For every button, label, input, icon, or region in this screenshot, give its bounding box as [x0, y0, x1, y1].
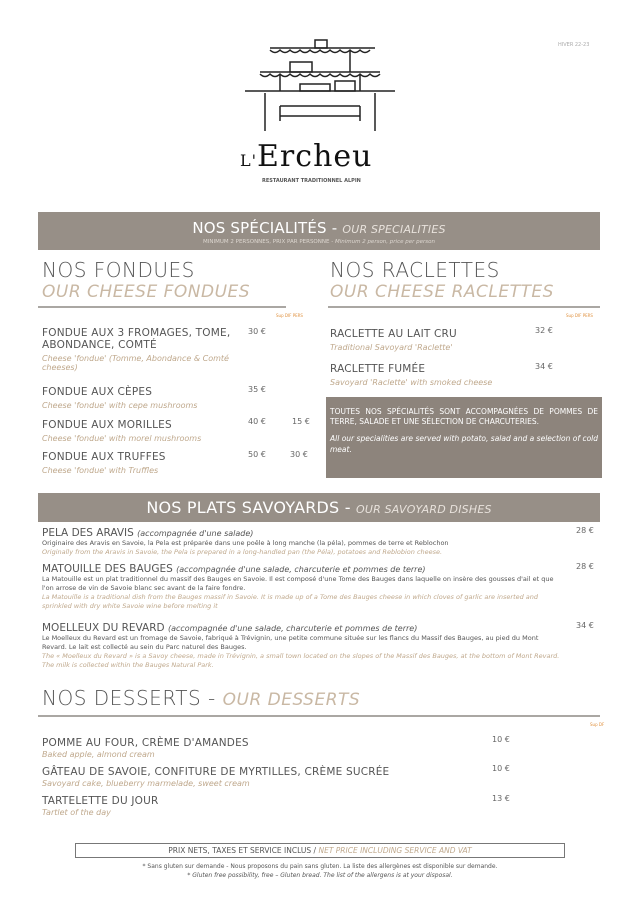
- buffet-illustration-icon: [240, 36, 400, 131]
- menu-item: FONDUE AUX 3 FROMAGES, TOME, ABONDANCE, COMTÉ Cheese 'fondue' (Tomme, Abondance & Comté cheeses): [42, 327, 231, 372]
- plats-title: NOS PLATS SAVOYARDS: [146, 498, 340, 517]
- price: 28 €: [576, 562, 594, 571]
- menu-item: PELA DES ARAVIS (accompagnée d'une salade) Originaire des Aravis en Savoie, la Pela est préparée dans une poêle à long manche (la péla), pommes de terre et Reblochon Originally from the Aravis in Savoie, the Pela is prepared in a long-handled pan (the Péla), potatoes and Reblobion cheese.: [42, 527, 449, 556]
- price: 32 €: [535, 326, 553, 335]
- specialities-subtitle: MINIMUM 2 PERSONNES, PRIX PAR PERSONNE: [203, 239, 330, 245]
- price: 30 €: [248, 327, 266, 336]
- menu-item: MATOUILLE DES BAUGES (accompagnée d'une salade, charcuterie et pommes de terre) La Matouille est un plat traditionnel du massif des Bauges en Savoie. Il est composé d'une Tome des Bauges dans laquelle on insère des gousses d'ail et que l'on arrose de vin de Savoie blanc sec avant de la faire fondre. La Matouille is a traditional dish from the Bauges massif in Savoie. It is made up of a Tome des Bauges cheese in which cloves of garlic are inserted and sprinkled with dry white Savoie wine before melting it: [42, 563, 554, 610]
- fondues-title-en: OUR CHEESE FONDUES: [42, 282, 251, 302]
- menu-item: GÂTEAU DE SAVOIE, CONFITURE DE MYRTILLES, CRÈME SUCRÉE Savoyard cake, blueberry marmelade, sweet cream: [42, 766, 390, 788]
- menu-item: POMME AU FOUR, CRÈME D'AMANDES Baked apple, almond cream: [42, 737, 249, 759]
- logo-name: L'Ercheu: [240, 139, 373, 174]
- price-notice-box: PRIX NETS, TAXES ET SERVICE INCLUS / NET PRICE INCLUDING SERVICE AND VAT: [75, 843, 565, 858]
- menu-item: TARTELETTE DU JOUR Tartlet of the day: [42, 795, 159, 817]
- price: 10 €: [492, 764, 510, 773]
- supplement-price: 30 €: [290, 450, 308, 459]
- desserts-heading: NOS DESSERTS - OUR DESSERTS: [42, 686, 361, 710]
- price: 28 €: [576, 526, 594, 535]
- raclettes-note: Sup DIF PERS: [566, 313, 593, 318]
- supplement-price: 15 €: [292, 417, 310, 426]
- desserts-note: Sup DF: [590, 722, 605, 727]
- menu-item: MOELLEUX DU REVARD (accompagnée d'une salade, charcuterie et pommes de terre) Le Moelleux du Revard est un fromage de Savoie, fabriqué à Trévignin, une petite commune située sur les flancs du Massif des Bauges, au pied du Mont Revard. Le lait est collecté au sein du Parc naturel des Bauges. The « Moelleux du Revard » is a Savoy cheese, made in Trévignin, a small town located on the slopes of the Massif des Bauges, at the bottom of Mont Revard. The milk is collected within the Bauges Natural Park.: [42, 622, 560, 669]
- plats-title-en: OUR SAVOYARD DISHES: [355, 503, 492, 516]
- price: 40 €: [248, 417, 266, 426]
- price: 50 €: [248, 450, 266, 459]
- divider: [38, 715, 600, 717]
- menu-item: FONDUE AUX TRUFFES Cheese 'fondue' with Truffles: [42, 451, 166, 475]
- price: 10 €: [492, 735, 510, 744]
- price: 34 €: [576, 621, 594, 630]
- menu-item: FONDUE AUX MORILLES Cheese 'fondue' with morel mushrooms: [42, 419, 202, 443]
- fondues-note: Sup DIF PERS: [276, 313, 303, 318]
- price: 35 €: [248, 385, 266, 394]
- raclettes-title-en: OUR CHEESE RACLETTES: [330, 282, 554, 302]
- menu-item: FONDUE AUX CÈPES Cheese 'fondue' with cepe mushrooms: [42, 386, 198, 410]
- divider: [328, 306, 600, 308]
- menu-item: RACLETTE AU LAIT CRU Traditional Savoyard 'Raclette': [330, 328, 457, 352]
- divider: [38, 306, 286, 308]
- raclettes-title: NOS RACLETTES: [330, 258, 500, 282]
- allergen-notes: * Sans gluten sur demande - Nous proposons du pain sans gluten. La liste des allergènes est disponible sur demande. * Gluten free possibility, free – Gluten bread. The list of the allergens is at your disposal.: [142, 863, 498, 879]
- specialities-banner: NOS SPÉCIALITÉS - OUR SPECIALITIES MINIMUM 2 PERSONNES, PRIX PAR PERSONNE - Minimum 2 person, price per person: [38, 212, 600, 250]
- fondues-title: NOS FONDUES: [42, 258, 195, 282]
- price: 34 €: [535, 362, 553, 371]
- menu-item: RACLETTE FUMÉE Savoyard 'Raclette' with smoked cheese: [330, 363, 493, 387]
- logo-tagline: RESTAURANT TRADITIONNEL ALPIN: [262, 178, 361, 184]
- logo: [240, 36, 400, 186]
- fondues-heading: [42, 258, 250, 302]
- savoyard-dishes-banner: NOS PLATS SAVOYARDS - OUR SAVOYARD DISHES: [38, 493, 600, 522]
- specialities-subtitle-en: Minimum 2 person, price per person: [334, 239, 435, 245]
- season-label: HIVER 22-23: [558, 42, 590, 48]
- specialities-title-en: OUR SPECIALITIES: [342, 223, 446, 236]
- specialities-info-box: TOUTES NOS SPÉCIALITÉS SONT ACCOMPAGNÉES DE POMMES DE TERRE, SALADE ET UNE SÉLECTION DE CHARCUTERIES. All our specialities are served with potato, salad and a selection of cold meat.: [326, 397, 602, 478]
- raclettes-heading: [330, 258, 554, 302]
- price: 13 €: [492, 794, 510, 803]
- specialities-title: NOS SPÉCIALITÉS: [192, 219, 327, 237]
